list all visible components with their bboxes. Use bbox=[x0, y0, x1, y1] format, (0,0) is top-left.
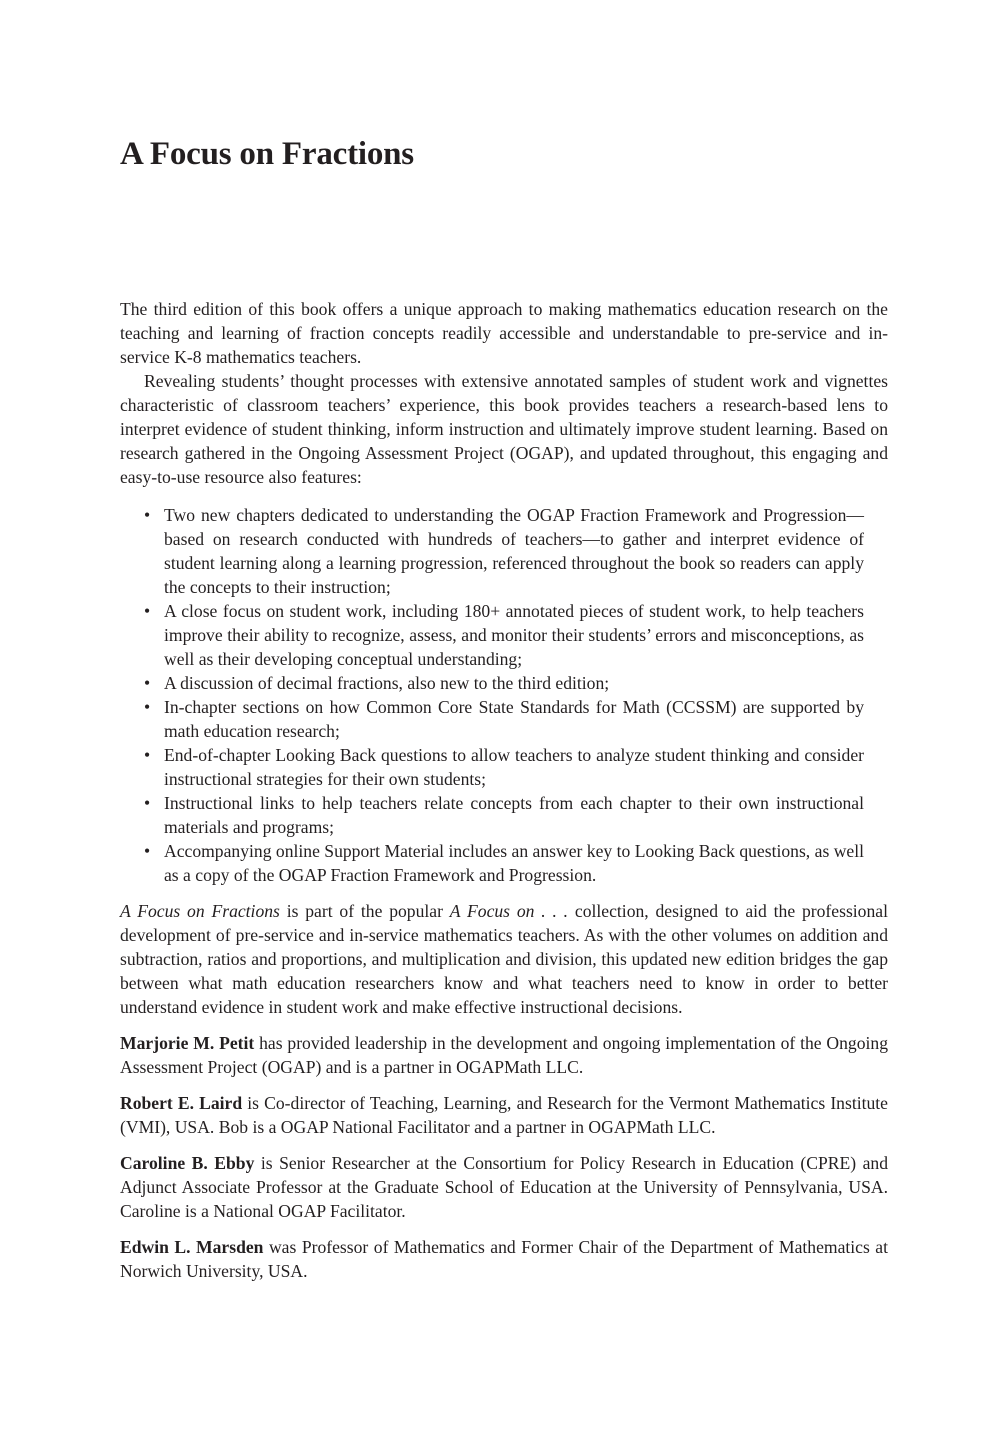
collection-text: is part of the popular bbox=[279, 901, 450, 921]
bullet-icon: • bbox=[144, 745, 151, 765]
intro-paragraph: The third edition of this book offers a unique approach to making mathematics education research on the teaching and learning of fraction concepts readily accessible and understandable to pre-service and in-service K-8 mathematics teachers. bbox=[120, 299, 888, 367]
bullet-icon: • bbox=[144, 601, 151, 621]
collection-text: collection, designed to aid the professional development of pre-service and in-service mathematics teachers. As with the other volumes on addition and subtraction, ratios and proportions, and multiplication and division, this updated new edition bridges the gap between what math education researchers know and what teachers need to know in order to better understand evidence in student work and make effective instructional decisions. bbox=[120, 901, 888, 1017]
feature-text: Two new chapters dedicated to understanding the OGAP Fraction Framework and Progression—based on research conducted with hundreds of teachers—to gather and interpret evidence of student learning along a learning progression, referenced throughout the book so readers can apply the concepts to their instruction; bbox=[164, 505, 864, 597]
feature-text: In-chapter sections on how Common Core State Standards for Math (CCSSM) are supported by math education research; bbox=[164, 697, 864, 741]
feature-item bbox=[144, 599, 864, 671]
collection-title: A Focus on . . . bbox=[449, 901, 569, 921]
page-title: A Focus on Fractions bbox=[120, 136, 414, 172]
author-name: Edwin L. Marsden bbox=[120, 1237, 264, 1257]
feature-text: A discussion of decimal fractions, also new to the third edition; bbox=[164, 673, 610, 693]
feature-item bbox=[144, 503, 864, 599]
feature-item bbox=[144, 743, 864, 791]
author-bio-text: is Co-director of Teaching, Learning, and Research for the Vermont Mathematics Institute (VMI), USA. Bob is a OGAP National Facilitator and a partner in OGAPMath LLC. bbox=[120, 1093, 888, 1137]
book-title: A Focus on Fractions bbox=[120, 901, 280, 921]
features-list bbox=[120, 503, 888, 887]
author-name: Caroline B. Ebby bbox=[120, 1153, 255, 1173]
author-bio bbox=[120, 1091, 888, 1139]
feature-item bbox=[144, 839, 864, 887]
author-bio bbox=[120, 1031, 888, 1079]
bullet-icon: • bbox=[144, 505, 151, 525]
author-bio-text: was Professor of Mathematics and Former Chair of the Department of Mathematics at Norwich University, USA. bbox=[120, 1237, 889, 1281]
body-text bbox=[120, 297, 888, 1283]
feature-text: End-of-chapter Looking Back questions to allow teachers to analyze student thinking and consider instructional strategies for their own students; bbox=[164, 745, 864, 789]
feature-text: Instructional links to help teachers relate concepts from each chapter to their own instructional materials and programs; bbox=[164, 793, 864, 837]
feature-item bbox=[144, 671, 864, 695]
bullet-icon: • bbox=[144, 673, 151, 693]
bullet-icon: • bbox=[144, 793, 151, 813]
description-paragraph: Revealing students’ thought processes with extensive annotated samples of student work and vignettes characteristic of classroom teachers’ experience, this book provides teachers a research-based lens to interpret evidence of student thinking, inform instruction and ultimately improve student learning. Based on research gathered in the Ongoing Assessment Project (OGAP), and updated throughout, this engaging and easy-to-use resource also features: bbox=[120, 371, 888, 487]
feature-item bbox=[144, 791, 864, 839]
author-bio bbox=[120, 1235, 888, 1283]
feature-item bbox=[144, 695, 864, 743]
collection-paragraph bbox=[120, 899, 888, 1019]
author-bio-text: has provided leadership in the development and ongoing implementation of the Ongoing Assessment Project (OGAP) and is a partner in OGAPMath LLC. bbox=[120, 1033, 888, 1077]
bullet-icon: • bbox=[144, 697, 151, 717]
author-name: Marjorie M. Petit bbox=[120, 1033, 255, 1053]
author-name: Robert E. Laird bbox=[120, 1093, 243, 1113]
author-bio bbox=[120, 1151, 888, 1223]
feature-text: Accompanying online Support Material includes an answer key to Looking Back questions, as well as a copy of the OGAP Fraction Framework and Progression. bbox=[164, 841, 864, 885]
feature-text: A close focus on student work, including 180+ annotated pieces of student work, to help teachers improve their ability to recognize, assess, and monitor their students’ errors and misconceptions, as well as their developing conceptual understanding; bbox=[164, 601, 864, 669]
bullet-icon: • bbox=[144, 841, 151, 861]
author-bio-text: is Senior Researcher at the Consortium for Policy Research in Education (CPRE) and Adjunct Associate Professor at the Graduate School of Education at the University of Pennsylvania, USA. Caroline is a National OGAP Facilitator. bbox=[120, 1153, 888, 1221]
